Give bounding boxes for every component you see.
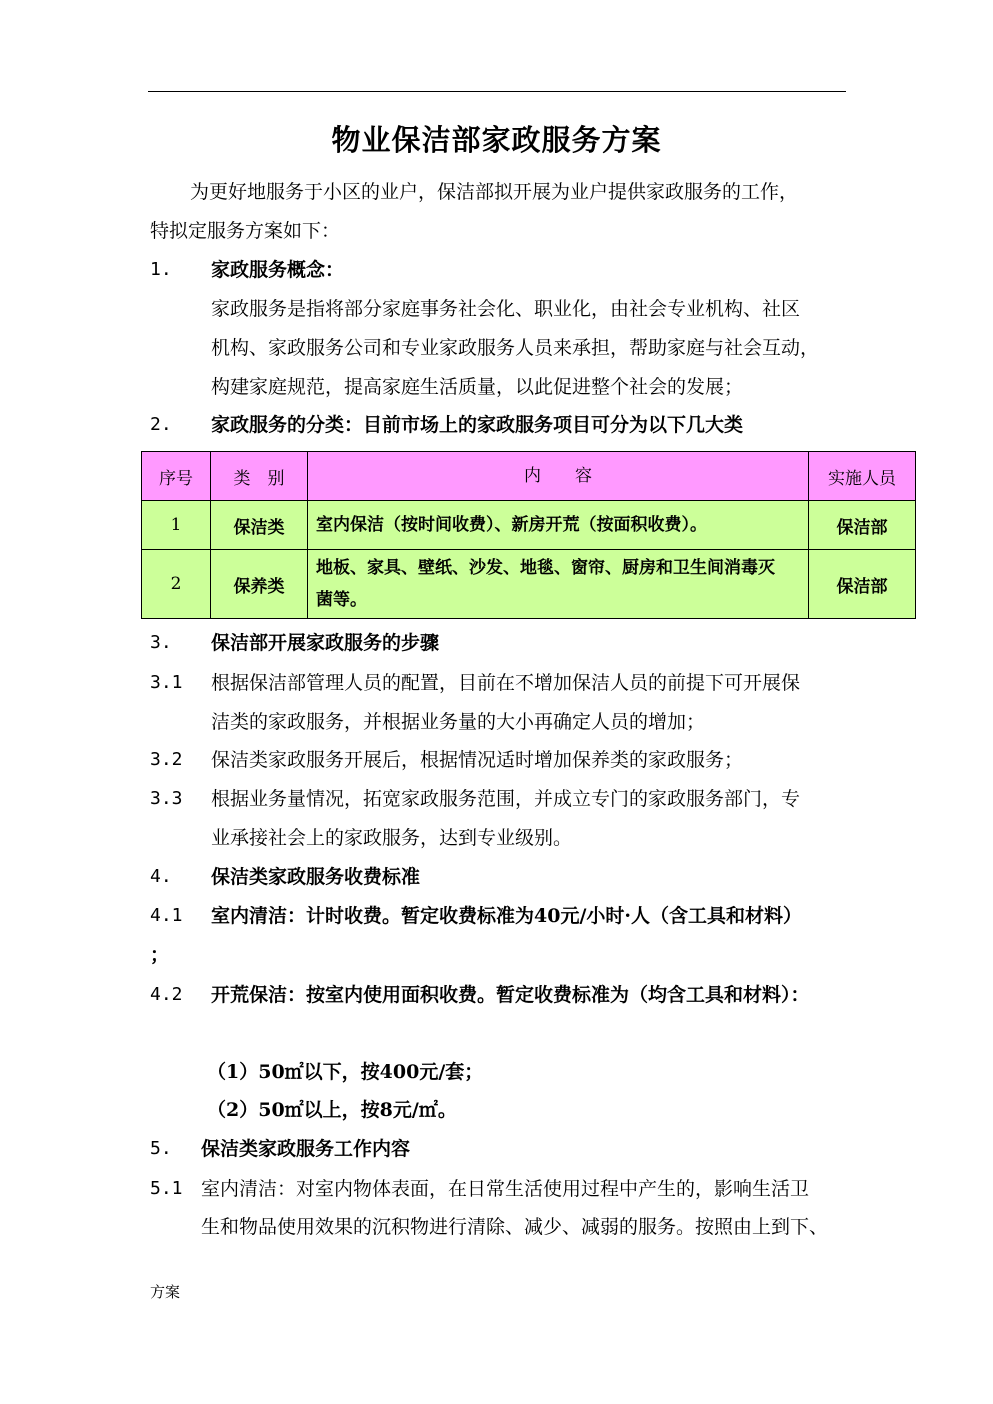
header-cell-type: 类 别 — [211, 452, 308, 501]
document-title: 物业保洁部家政服务方案 — [331, 123, 662, 157]
section-3-number: 3. — [150, 632, 172, 653]
section-1-heading: 家政服务概念： — [211, 259, 345, 281]
header-rule — [148, 91, 846, 92]
cell-no: 2 — [142, 550, 211, 619]
header-cell-content: 内 容 — [308, 452, 809, 501]
header-cell-no: 序号 — [142, 452, 211, 501]
intro-line-2: 特拟定服务方案如下： — [150, 220, 341, 242]
item-5-1-number: 5.1 — [150, 1178, 183, 1199]
item-3-2-number: 3.2 — [150, 749, 183, 770]
item-3-3-line-2: 业承接社会上的家政服务，达到专业级别。 — [211, 827, 573, 849]
item-3-3-line-1: 根据业务量情况，拓宽家政服务范围，并成立专门的家政服务部门，专 — [211, 788, 801, 810]
header-cell-staff: 实施人员 — [809, 452, 916, 501]
table-header-row — [142, 452, 916, 501]
section-3-heading: 保洁部开展家政服务的步骤 — [211, 632, 440, 654]
cell-staff: 保洁部 — [809, 550, 916, 619]
item-4-1-number: 4.1 — [150, 905, 183, 926]
item-4-1-text: 室内清洁：计时收费。暂定收费标准为40元/小时·人（含工具和材料） — [211, 905, 802, 927]
item-5-1-line-1: 室内清洁：对室内物体表面，在日常生活使用过程中产生的，影响生活卫 — [201, 1178, 810, 1200]
item-3-1-line-2: 洁类的家政服务，并根据业务量的大小再确定人员的增加； — [211, 711, 706, 733]
cell-type: 保洁类 — [211, 501, 308, 550]
item-3-3-number: 3.3 — [150, 788, 183, 809]
section-5-heading: 保洁类家政服务工作内容 — [201, 1138, 411, 1160]
section-2-number: 2. — [150, 414, 172, 435]
section-5-number: 5. — [150, 1138, 172, 1159]
item-4-2-text: 开荒保洁：按室内使用面积收费。暂定收费标准为（均含工具和材料）： — [211, 984, 810, 1006]
section-1-body-3: 构建家庭规范，提高家庭生活质量，以此促进整个社会的发展； — [211, 376, 744, 398]
cell-type: 保养类 — [211, 550, 308, 619]
section-1-number: 1. — [150, 259, 172, 280]
table-row — [142, 501, 916, 550]
item-3-2-line-1: 保洁类家政服务开展后，根据情况适时增加保养类的家政服务； — [211, 749, 744, 771]
cell-no: 1 — [142, 501, 211, 550]
service-table — [141, 451, 916, 619]
section-4-number: 4. — [150, 866, 172, 887]
section-1-body-2: 机构、家政服务公司和专业家政服务人员来承担，帮助家庭与社会互动， — [211, 337, 820, 359]
footer-label: 方案 — [150, 1283, 181, 1301]
section-2-heading: 家政服务的分类：目前市场上的家政服务项目可分为以下几大类 — [211, 414, 744, 436]
cell-content — [308, 550, 809, 619]
fee-sub-1: （1）50㎡以下，按400元/套； — [207, 1061, 484, 1083]
item-4-2-number: 4.2 — [150, 984, 183, 1005]
table-row — [142, 550, 916, 619]
item-3-1-number: 3.1 — [150, 672, 183, 693]
section-4-heading: 保洁类家政服务收费标准 — [211, 866, 421, 888]
fee-sub-2: （2）50㎡以上，按8元/㎡。 — [207, 1099, 457, 1121]
cell-content: 室内保洁（按时间收费）、新房开荒（按面积收费）。 — [308, 501, 809, 550]
section-1-body-1: 家政服务是指将部分家庭事务社会化、职业化，由社会专业机构、社区 — [211, 298, 801, 320]
item-5-1-line-2: 生和物品使用效果的沉积物进行清除、减少、减弱的服务。按照由上到下、 — [201, 1216, 829, 1238]
item-3-1-line-1: 根据保洁部管理人员的配置，目前在不增加保洁人员的前提下可开展保 — [211, 672, 801, 694]
intro-line-1: 为更好地服务于小区的业户，保洁部拟开展为业户提供家政服务的工作， — [190, 181, 799, 203]
item-4-1-cont: ； — [150, 944, 170, 966]
cell-content-line-2: 菌等。 — [316, 590, 367, 610]
cell-staff: 保洁部 — [809, 501, 916, 550]
cell-content-line-1: 地板、家具、壁纸、沙发、地毯、窗帘、厨房和卫生间消毒灭 — [316, 558, 775, 578]
